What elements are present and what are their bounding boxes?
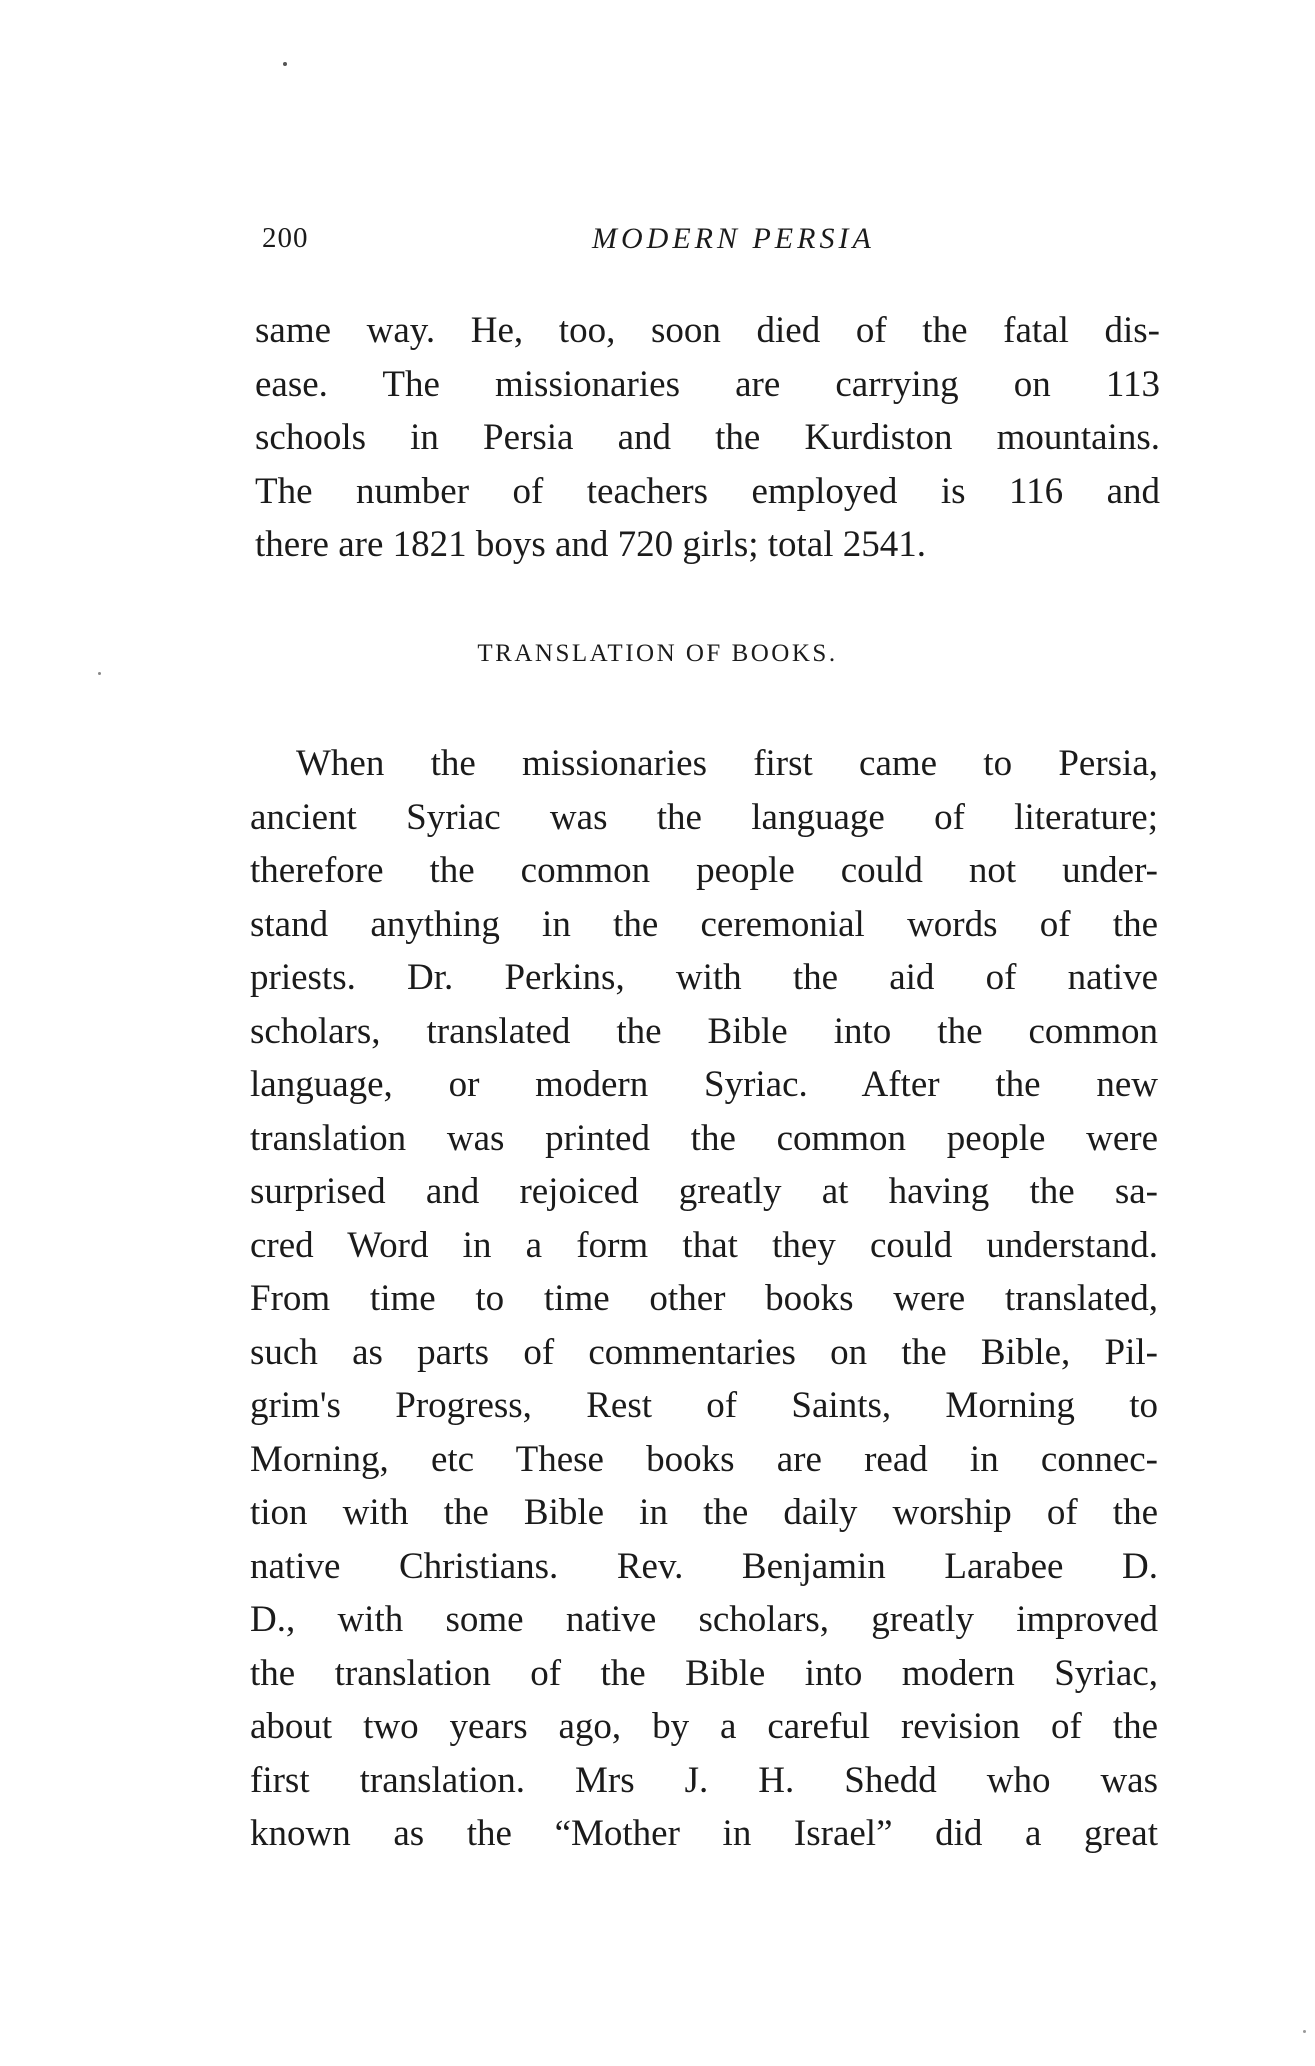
text-line: scholars, translated the Bible into the common	[250, 1010, 1158, 1052]
text-line: From time to time other books were translated,	[250, 1278, 1158, 1319]
running-title: MODERN PERSIA	[592, 222, 875, 255]
paragraph-translation	[250, 737, 1158, 1861]
text-line: ease. The missionaries are carrying on 113	[255, 363, 1160, 405]
paragraph-continued	[255, 304, 1160, 572]
text-line: translation was printed the common people were	[250, 1117, 1158, 1159]
scan-speck	[1303, 2030, 1306, 2033]
text-line: When the missionaries first came to Persia,	[296, 743, 1158, 784]
text-line: priests. Dr. Perkins, with the aid of native	[250, 957, 1158, 998]
text-line: therefore the common people could not under-	[250, 850, 1158, 891]
text-line: about two years ago, by a careful revision of the	[250, 1706, 1158, 1747]
text-line: surprised and rejoiced greatly at having the sa-	[250, 1171, 1158, 1212]
section-heading: TRANSLATION OF BOOKS.	[477, 640, 838, 667]
scan-speck	[98, 672, 101, 675]
text-line: tion with the Bible in the daily worship of the	[250, 1492, 1158, 1533]
text-line: language, or modern Syriac. After the new	[250, 1064, 1158, 1105]
text-line: known as the “Mother in Israel” did a great	[250, 1813, 1158, 1854]
text-line: there are 1821 boys and 720 girls; total 2541.	[255, 524, 927, 565]
page-number: 200	[262, 222, 309, 254]
text-line: ancient Syriac was the language of literature;	[250, 796, 1158, 838]
text-line: grim's Progress, Rest of Saints, Morning to	[250, 1385, 1158, 1426]
text-line: native Christians. Rev. Benjamin Larabee D.	[250, 1545, 1158, 1587]
text-line: cred Word in a form that they could understand.	[250, 1224, 1158, 1266]
text-line: The number of teachers employed is 116 and	[255, 470, 1160, 512]
text-line: schools in Persia and the Kurdiston mountains.	[255, 417, 1160, 458]
text-line: such as parts of commentaries on the Bible, Pil-	[250, 1331, 1158, 1373]
running-head	[262, 222, 1160, 262]
text-line: stand anything in the ceremonial words of the	[250, 903, 1158, 945]
scan-speck	[283, 62, 287, 66]
text-line: first translation. Mrs J. H. Shedd who was	[250, 1759, 1158, 1801]
text-line: D., with some native scholars, greatly improved	[250, 1599, 1158, 1640]
text-line: Morning, etc These books are read in connec-	[250, 1438, 1158, 1480]
text-line: the translation of the Bible into modern Syriac,	[250, 1652, 1158, 1694]
text-line: same way. He, too, soon died of the fatal dis-	[255, 310, 1160, 351]
